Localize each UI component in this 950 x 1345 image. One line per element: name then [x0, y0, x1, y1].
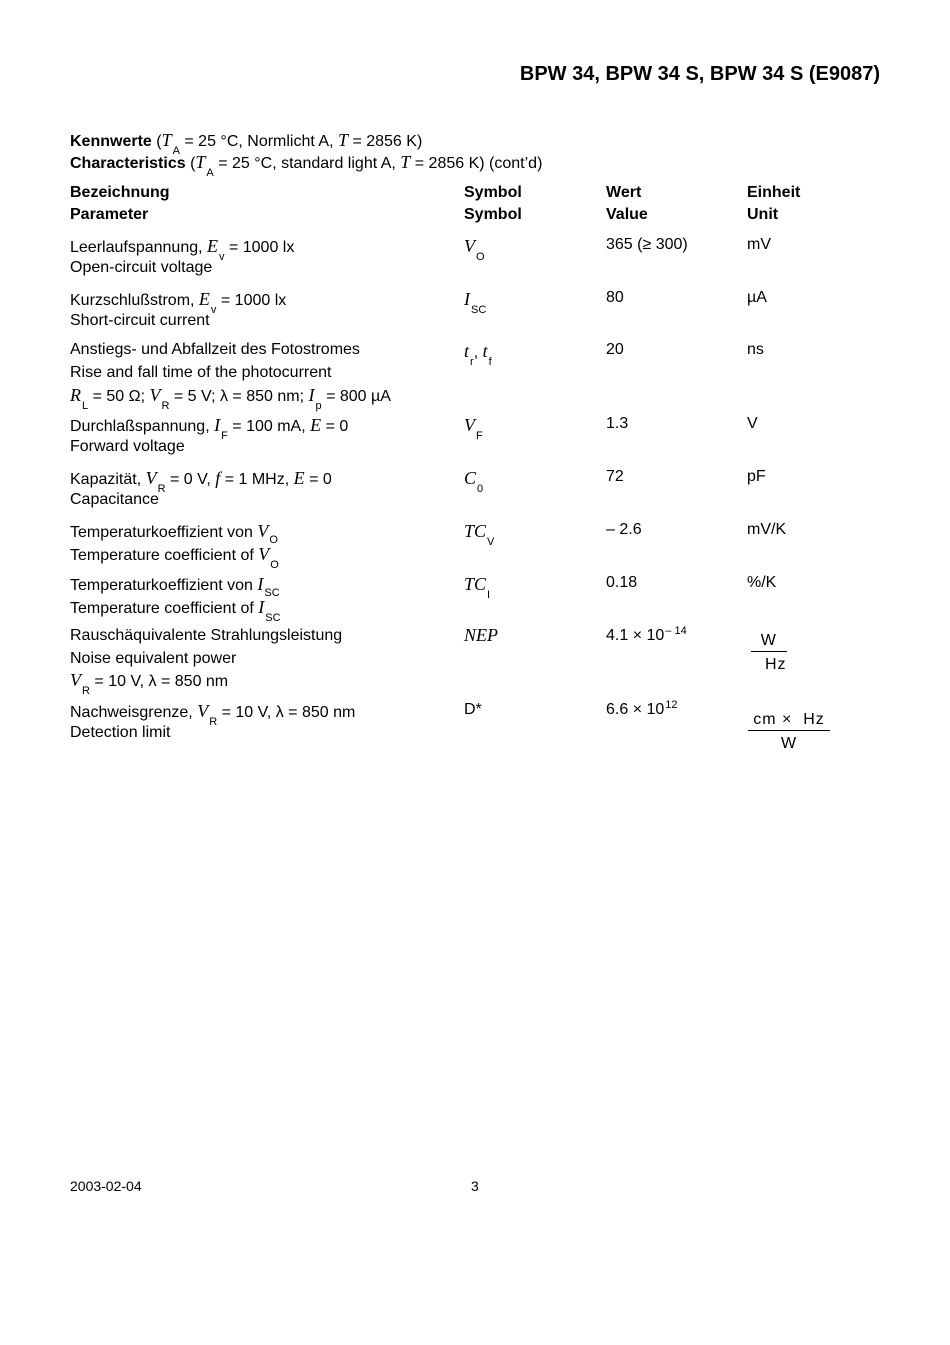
param-text: Kapazität, — [70, 471, 142, 488]
symbol-cell — [464, 574, 491, 601]
row-tc-isc-de — [70, 574, 280, 599]
paren: ( — [190, 155, 196, 172]
value-cell: 1.3 — [606, 415, 629, 432]
param-text: = 1000 lx — [228, 239, 295, 256]
symbol-e: E — [198, 289, 210, 309]
row-nep-en: Noise equivalent power — [70, 650, 237, 667]
param-text: = 100 mA, — [232, 418, 306, 435]
subscript: p — [315, 400, 322, 412]
param-text: Temperature coefficient of — [70, 547, 254, 564]
symbol-t: t — [464, 341, 470, 361]
unit-cell: %/K — [747, 574, 777, 591]
symbol-v: V — [197, 701, 209, 721]
symbol-v: V — [70, 670, 81, 690]
value-cell: – 2.6 — [606, 521, 642, 538]
subscript: R — [157, 483, 166, 495]
symbol-cell — [464, 236, 485, 263]
param-text: = 0 V, — [170, 471, 211, 488]
unit-fraction — [751, 632, 787, 674]
subscript: r — [470, 356, 474, 368]
value-cell: 365 (≥ 300) — [606, 236, 688, 253]
row-detection-limit-de — [70, 701, 356, 728]
symbol-i: I — [214, 415, 221, 435]
subscript: R — [161, 400, 170, 412]
condition-text: = 2856 K) (cont’d) — [414, 155, 543, 172]
row-rise-fall-time-en: Rise and fall time of the photocurrent — [70, 364, 332, 381]
symbol-r: R — [70, 385, 81, 405]
intro-german — [70, 130, 423, 157]
unit-cell: mV/K — [747, 521, 787, 538]
unit-numerator: W — [751, 632, 787, 652]
paren: ( — [156, 133, 162, 150]
condition-text: = 2856 K) — [352, 133, 423, 150]
symbol-v: V — [145, 468, 157, 488]
symbol-f: f — [215, 468, 221, 488]
intro-german-label: Kennwerte — [70, 133, 152, 150]
row-short-circuit-current-de — [70, 289, 287, 316]
condition-text: = 25 °C, standard light A, — [218, 155, 396, 172]
header-symbol-en: Symbol — [464, 206, 522, 223]
condition-text: = 25 °C, Normlicht A, — [184, 133, 334, 150]
header-value-en: Value — [606, 206, 648, 223]
param-text: Temperature coefficient of — [70, 600, 254, 617]
row-forward-voltage-de — [70, 415, 349, 442]
symbol-cell — [464, 521, 495, 548]
value-cell: 0.18 — [606, 574, 638, 591]
symbol-t: T — [195, 152, 206, 172]
subscript: R — [82, 685, 90, 697]
symbol-cell — [464, 468, 484, 495]
subscript: R — [209, 716, 218, 728]
param-text: Leerlaufspannung, — [70, 239, 203, 256]
header-unit-de: Einheit — [747, 184, 801, 201]
row-forward-voltage-en: Forward voltage — [70, 438, 185, 455]
unit-cell: µA — [747, 289, 767, 306]
unit-cell: pF — [747, 468, 766, 485]
symbol-v: V — [257, 521, 269, 541]
param-text: Temperaturkoeffizient von — [70, 577, 253, 594]
subscript: SC — [265, 612, 281, 624]
unit-denominator: W — [780, 735, 798, 752]
param-text: = 0 — [309, 471, 332, 488]
page-number: 3 — [471, 1178, 479, 1194]
row-nep-de: Rauschäquivalente Strahlungsleistung — [70, 627, 343, 644]
value-cell — [606, 701, 678, 719]
condition-text: = 800 µA — [326, 388, 391, 405]
symbol-i: I — [308, 385, 315, 405]
value-cell — [606, 627, 687, 645]
symbol-i: I — [257, 574, 264, 594]
header-symbol-de: Symbol — [464, 184, 522, 201]
row-rise-fall-time-conditions — [70, 385, 391, 412]
value-cell: 20 — [606, 341, 624, 358]
symbol-v: V — [464, 415, 475, 435]
param-text: = 1000 lx — [220, 292, 287, 309]
intro-english-label: Characteristics — [70, 155, 186, 172]
row-open-circuit-voltage-de — [70, 236, 295, 263]
subscript: f — [488, 356, 492, 368]
subscript: A — [206, 167, 214, 179]
subscript: F — [476, 430, 483, 442]
symbol-cell — [464, 341, 492, 368]
param-text: = 0 — [325, 418, 349, 435]
header-parameter-de: Bezeichnung — [70, 184, 170, 201]
symbol-t: T — [161, 130, 172, 150]
param-text: = 10 V, λ = 850 nm — [221, 704, 356, 721]
subscript: O — [476, 251, 485, 263]
separator: , — [473, 344, 479, 361]
symbol-i: I — [258, 597, 265, 617]
subscript: F — [221, 430, 228, 442]
symbol-t: T — [400, 152, 411, 172]
symbol-cell — [464, 289, 487, 316]
symbol-t: t — [482, 341, 488, 361]
symbol-e: E — [310, 415, 322, 435]
row-tc-vo-de — [70, 521, 278, 546]
symbol-e: E — [293, 468, 305, 488]
value-exponent: 12 — [665, 699, 678, 711]
symbol-cell: D* — [464, 701, 482, 718]
symbol-t: T — [337, 130, 348, 150]
header-value-de: Wert — [606, 184, 642, 201]
unit-cell: V — [747, 415, 758, 432]
subscript: A — [172, 145, 180, 157]
symbol-cell — [464, 415, 483, 442]
symbol-v: V — [258, 544, 270, 564]
subscript: L — [82, 400, 89, 412]
symbol-tc: TC — [464, 574, 487, 594]
unit-cell: ns — [747, 341, 764, 358]
subscript: SC — [471, 304, 487, 316]
unit-denominator: Hz — [765, 656, 787, 673]
unit-fraction — [748, 711, 830, 753]
subscript: 0 — [477, 483, 484, 495]
value-base: 6.6 × 10 — [606, 701, 665, 718]
subscript: I — [487, 589, 491, 601]
header-parameter-en: Parameter — [70, 206, 149, 223]
param-text: Nachweisgrenze, — [70, 704, 193, 721]
row-short-circuit-current-en: Short-circuit current — [70, 312, 210, 329]
symbol-nep: NEP — [464, 625, 498, 645]
symbol-c: C — [464, 468, 477, 488]
row-rise-fall-time-de: Anstiegs- und Abfallzeit des Fotostromes — [70, 341, 360, 358]
condition-text: = 50 Ω; — [92, 388, 146, 405]
document-title: BPW 34, BPW 34 S, BPW 34 S (E9087) — [519, 63, 880, 85]
subscript: V — [487, 536, 495, 548]
row-tc-isc-en — [70, 597, 281, 624]
row-open-circuit-voltage-en: Open-circuit voltage — [70, 259, 213, 276]
subscript: O — [270, 559, 279, 571]
value-exponent: – 14 — [665, 625, 687, 637]
value-base: 4.1 × 10 — [606, 627, 665, 644]
unit-numerator: cm × Hz — [748, 711, 830, 731]
param-text: Kurzschlußstrom, — [70, 292, 195, 309]
subscript: v — [219, 251, 225, 263]
symbol-e: E — [207, 236, 219, 256]
footer-date: 2003-02-04 — [70, 1178, 142, 1194]
subscript: O — [269, 534, 278, 546]
value-cell: 72 — [606, 468, 624, 485]
symbol-v: V — [149, 385, 161, 405]
param-text: Durchlaßspannung, — [70, 418, 210, 435]
row-nep-conditions — [70, 670, 229, 697]
condition-text: = 5 V; λ = 850 nm; — [173, 388, 305, 405]
row-capacitance-en: Capacitance — [70, 491, 159, 508]
symbol-v: V — [464, 236, 475, 256]
symbol-i: I — [464, 289, 470, 309]
value-cell: 80 — [606, 289, 624, 306]
intro-english — [70, 152, 543, 179]
subscript: SC — [264, 587, 280, 599]
param-text: = 1 MHz, — [224, 471, 290, 488]
header-unit-en: Unit — [747, 206, 779, 223]
condition-text: = 10 V, λ = 850 nm — [94, 673, 229, 690]
symbol-tc: TC — [464, 521, 487, 541]
row-tc-vo-en — [70, 544, 279, 571]
param-text: Temperaturkoeffizient von — [70, 524, 253, 541]
row-capacitance-de — [70, 468, 332, 495]
row-detection-limit-en: Detection limit — [70, 724, 171, 741]
unit-cell: mV — [747, 236, 771, 253]
subscript: v — [210, 304, 217, 316]
symbol-cell — [464, 625, 498, 646]
